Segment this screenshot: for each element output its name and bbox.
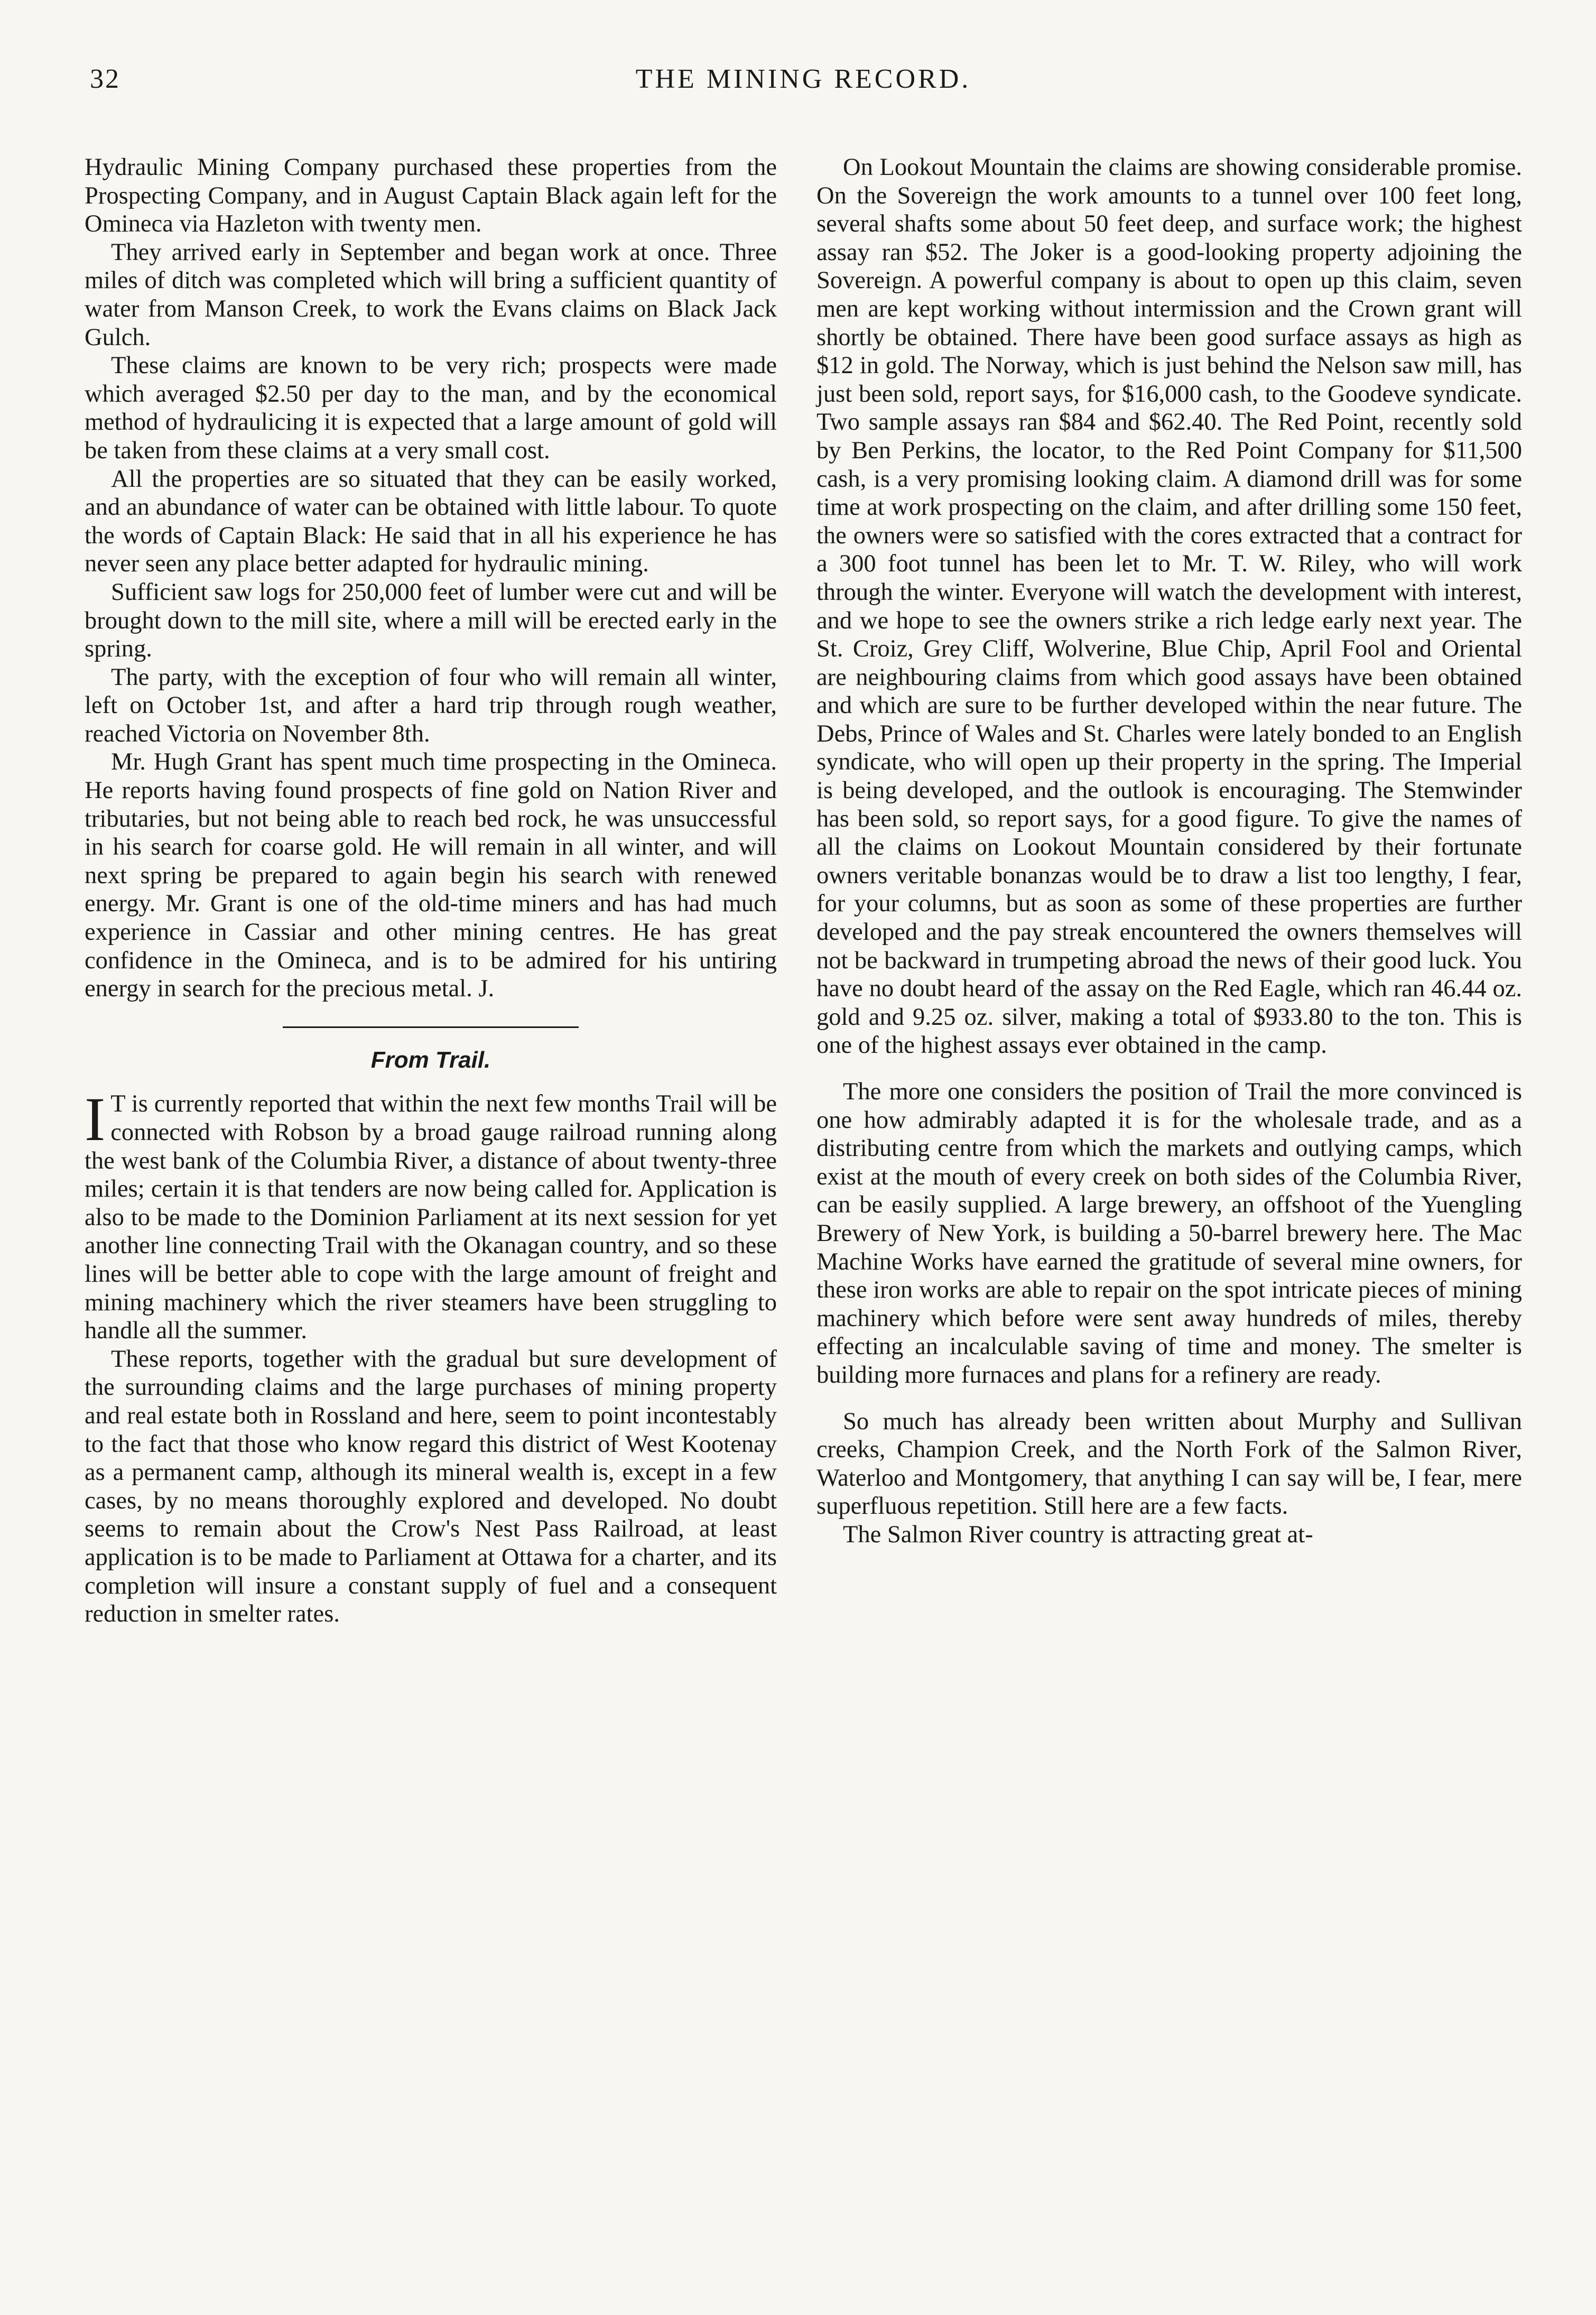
article-paragraph: On Lookout Mountain the claims are showing considerable promise. On the Sovereign the work amounts to a tunnel over 100 feet long, several shafts some about 50 feet deep, and surface work; the highest assay ran $52. The Joker is a good-looking property adjoining the Sovereign. A powerful company is about to open up this claim, seven men are kept working without intermission and the Crown grant will shortly be obtained. There have been good surface assays as high as $12 in gold. The Norway, which is just behind the Nelson saw mill, has just been sold, report says, for $16,000 cash, to the Goodeve syndicate. Two sample assays ran $84 and $62.40. The Red Point, recently sold by Ben Perkins, the locator, to the Red Point Company for $11,500 cash, is a very promising looking claim. A diamond drill was for some time at work prospecting on the claim, and after drilling some 150 feet, the owners were so satisfied with the cores extracted that a contract for a 300 foot tunnel has been let to Mr. T. W. Riley, who will work through the winter. Everyone will watch the development with interest, and we hope to see the owners strike a rich ledge early next year. The St. Croiz, Grey Cliff, Wolverine, Blue Chip, April Fool and Oriental are neighbouring claims from which good assays have been obtained and which are sure to be further developed within the near future. The Debs, Prince of Wales and St. Charles were lately bonded to an English syndicate, who will open up their property in the spring. The Imperial is being developed, and the outlook is encouraging. The Stemwinder has been sold, so report says, for a good figure. To give the names of all the claims on Lookout Mountain considered by their fortunate owners veritable bonanzas would be to draw a list too lengthy, I fear, for your columns, but as soon as some of these properties are further developed and the pay streak encountered the owners themselves will not be backward in trumpeting abroad the news of their good luck. You have no doubt heard of the assay on the Red Eagle, which ran 46.44 oz. gold and 9.25 oz. silver, making a total of $933.80 to the ton. This is one of the highest assays ever obtained in the camp. bbox=[816, 154, 1522, 1059]
article-paragraph: The party, with the exception of four who will remain all winter, left on October 1st, and after a hard trip through rough weather, reached Victoria on November 8th. bbox=[85, 663, 777, 747]
article-paragraph: Sufficient saw logs for 250,000 feet of lumber were cut and will be brought down to the mill site, where a mill will be erected early in the spring. bbox=[85, 578, 777, 663]
article-paragraph: All the properties are so situated that they can be easily worked, and an abundance of water can be obtained with little labour. To quote the words of Captain Black: He said that in all his experience he has never seen any place better adapted for hydraulic mining. bbox=[85, 465, 777, 578]
article-paragraph: The more one considers the position of Trail the more convinced is one how admirably adapted it is for the wholesale trade, and as a distributing centre from which the markets and outlying camps, which exist at the mouth of every creek on both sides of the Columbia River, can be easily supplied. A large brewery, an offshoot of the Yuengling Brewery of New York, is building a 50-barrel brewery here. The Mac Machine Works have earned the gratitude of several mine owners, for these iron works are able to repair on the spot intricate pieces of mining machinery which before were sent away hundreds of miles, thereby effecting an incalculable saving of time and money. The smelter is building more furnaces and plans for a refinery are ready. bbox=[816, 1078, 1522, 1388]
section-heading: From Trail. bbox=[370, 1047, 491, 1073]
article-paragraph-continued: The Salmon River country is attracting great at- bbox=[843, 1521, 1313, 1548]
article-paragraph: Hydraulic Mining Company purchased these properties from the Prospecting Company, and in August Captain Black again left for the Omineca via Hazleton with twenty men. bbox=[85, 154, 777, 238]
drop-cap: I bbox=[85, 1085, 106, 1154]
section-divider bbox=[283, 1026, 579, 1028]
page-header bbox=[90, 63, 1517, 111]
left-column bbox=[85, 153, 777, 1628]
page-number: 32 bbox=[90, 64, 120, 94]
running-title: THE MINING RECORD. bbox=[635, 64, 971, 94]
article-paragraph: So much has already been written about Murphy and Sullivan creeks, Champion Creek, and the North Fork of the Salmon River, Waterloo and Montgomery, that anything I can say will be, I fear, mere superfluous repetition. Still here are a few facts. bbox=[816, 1407, 1522, 1520]
article-paragraph: They arrived early in September and began work at once. Three miles of ditch was completed which will bring a sufficient quantity of water from Manson Creek, to work the Evans claims on Black Jack Gulch. bbox=[85, 238, 777, 351]
section-lead-text: T is currently reported that within the next few months Trail will be connected with Robson by a broad gauge railroad running along the west bank of the Columbia River, a distance of about twenty-three miles; certain it is that tenders are now being called for. Application is also to be made to the Dominion Parliament at its next session for yet another line connecting Trail with the Okanagan country, and so these lines will be better able to cope with the large amount of freight and mining machinery which the river steamers have been struggling to handle all the summer. bbox=[85, 1090, 777, 1345]
section-lead-paragraph bbox=[85, 1085, 777, 1345]
right-column bbox=[816, 153, 1522, 1549]
article-paragraph: These claims are known to be very rich; prospects were made which averaged $2.50 per day to the man, and by the economical method of hydraulicing it is expected that a large amount of gold will be taken from these claims at a very small cost. bbox=[85, 352, 777, 464]
article-paragraph: These reports, together with the gradual but sure development of the surrounding claims and the large purchases of mining property and real estate both in Rossland and here, seem to point incontestably to the fact that those who know regard this district of West Kootenay as a permanent camp, although its mineral wealth is, except in a few cases, by no means thoroughly explored and developed. No doubt seems to remain about the Crow's Nest Pass Railroad, at least application is to be made to Parliament at Ottawa for a charter, and its completion will insure a constant supply of fuel and a consequent reduction in smelter rates. bbox=[85, 1345, 777, 1628]
article-paragraph: Mr. Hugh Grant has spent much time prospecting in the Omineca. He reports having found prospects of fine gold on Nation River and tributaries, but not being able to reach bed rock, he was unsuccessful in his search for coarse gold. He will remain in all winter, and will next spring be prepared to again begin his search with renewed energy. Mr. Grant is one of the old-time miners and has had much experience in Cassiar and other mining centres. He has great confidence in the Omineca, and is to be admired for his untiring energy in search for the precious metal. J. bbox=[85, 748, 777, 1003]
